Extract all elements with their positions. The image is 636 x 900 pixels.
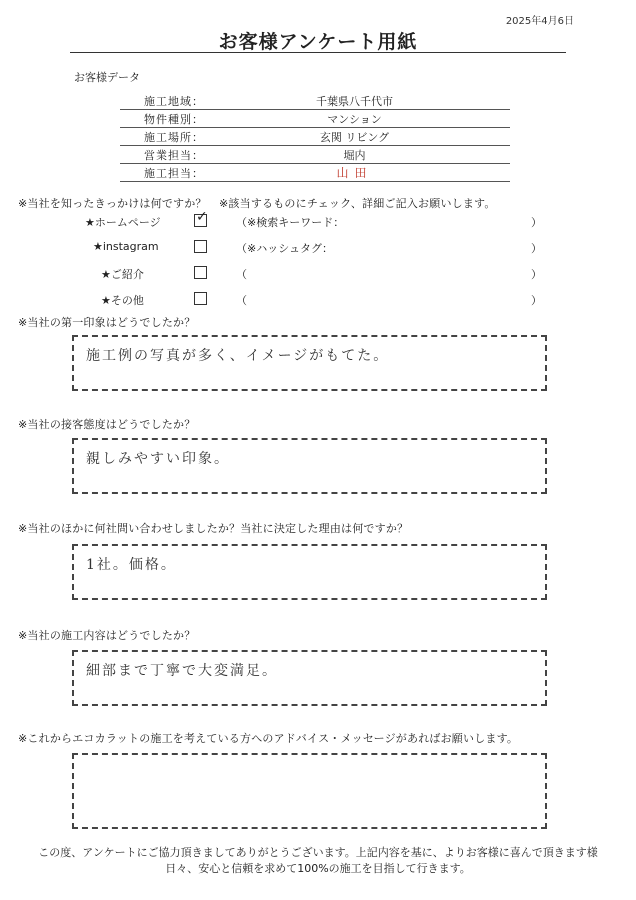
question-work-quality: ※当社の施工内容はどうでしたか？	[18, 629, 196, 642]
paren-close: ）	[531, 242, 542, 255]
paren-close: ）	[531, 268, 542, 281]
info-value-handwritten: 山田	[239, 164, 510, 182]
option-detail-other: （	[236, 294, 247, 307]
answer-text: 1社。価格。	[86, 557, 177, 573]
question-advice-message: ※これからエコカラットの施工を考えている方へのアドバイス・メッセージがあればお願いします。	[18, 732, 519, 745]
question-how-found: ※当社を知ったきっかけは何ですか？	[18, 197, 207, 210]
option-detail-homepage: （※検索キーワード：	[236, 216, 345, 229]
question-first-impression: ※当社の第一印象はどうでしたか？	[18, 316, 196, 329]
info-row-location	[120, 128, 510, 146]
answer-box-service-attitude[interactable]	[72, 438, 547, 494]
info-value: マンション	[239, 110, 510, 128]
title-underline	[70, 52, 566, 53]
info-key: 施工場所：	[120, 128, 239, 146]
checkmark-icon: ✓	[196, 209, 208, 225]
checkbox-other[interactable]	[194, 292, 207, 305]
info-key: 施工担当：	[120, 164, 239, 182]
option-detail-instagram: （※ハッシュタグ：	[236, 242, 333, 255]
option-label-instagram: ★instagram	[93, 240, 159, 253]
option-label-other: ★その他	[101, 294, 144, 307]
info-row-property-type	[120, 110, 510, 128]
checkbox-referral[interactable]	[194, 266, 207, 279]
question-note: ※該当するものにチェック、詳細ご記入お願いします。	[219, 197, 496, 210]
info-value: 堀内	[239, 146, 510, 164]
checkbox-instagram[interactable]	[194, 240, 207, 253]
footer-line-2: 日々、安心と信頼を求めて100%の施工を目指して行きます。	[165, 862, 471, 875]
answer-box-work-quality[interactable]	[72, 650, 547, 706]
answer-box-first-impression[interactable]	[72, 335, 547, 391]
question-other-companies: ※当社のほかに何社問い合わせしましたか？当社に決定した理由は何ですか？	[18, 522, 409, 535]
paren-close: ）	[531, 294, 542, 307]
checkbox-homepage[interactable]	[194, 209, 208, 227]
page-title: お客様アンケート用紙	[218, 31, 418, 53]
answer-text: 施工例の写真が多く、イメージがもてた。	[86, 348, 390, 364]
paren-close: ）	[531, 216, 542, 229]
answer-text: 親しみやすい印象。	[86, 451, 230, 467]
info-key: 物件種別：	[120, 110, 239, 128]
customer-info-table	[120, 92, 510, 182]
info-row-area	[120, 92, 510, 110]
info-row-sales-rep	[120, 146, 510, 164]
question-service-attitude: ※当社の接客態度はどうでしたか？	[18, 418, 196, 431]
info-value: 玄関 リビング	[239, 128, 510, 146]
answer-text: 細部まで丁寧で大変満足。	[86, 663, 278, 679]
option-label-homepage: ★ホームページ	[85, 216, 161, 229]
footer-line-1: この度、アンケートにご協力頂きましてありがとうございます。上記内容を基に、よりお客様に喜んで頂きます様	[38, 846, 598, 859]
info-key: 営業担当：	[120, 146, 239, 164]
info-key: 施工地域：	[120, 92, 239, 110]
info-value: 千葉県八千代市	[239, 92, 510, 110]
date: 2025年4月6日	[505, 16, 574, 27]
option-label-referral: ★ご紹介	[101, 268, 144, 281]
info-row-installer	[120, 164, 510, 182]
option-detail-referral: （	[236, 268, 247, 281]
answer-box-other-companies[interactable]	[72, 544, 547, 600]
customer-section-heading: お客様データ	[74, 71, 140, 84]
answer-box-advice-message[interactable]	[72, 753, 547, 829]
